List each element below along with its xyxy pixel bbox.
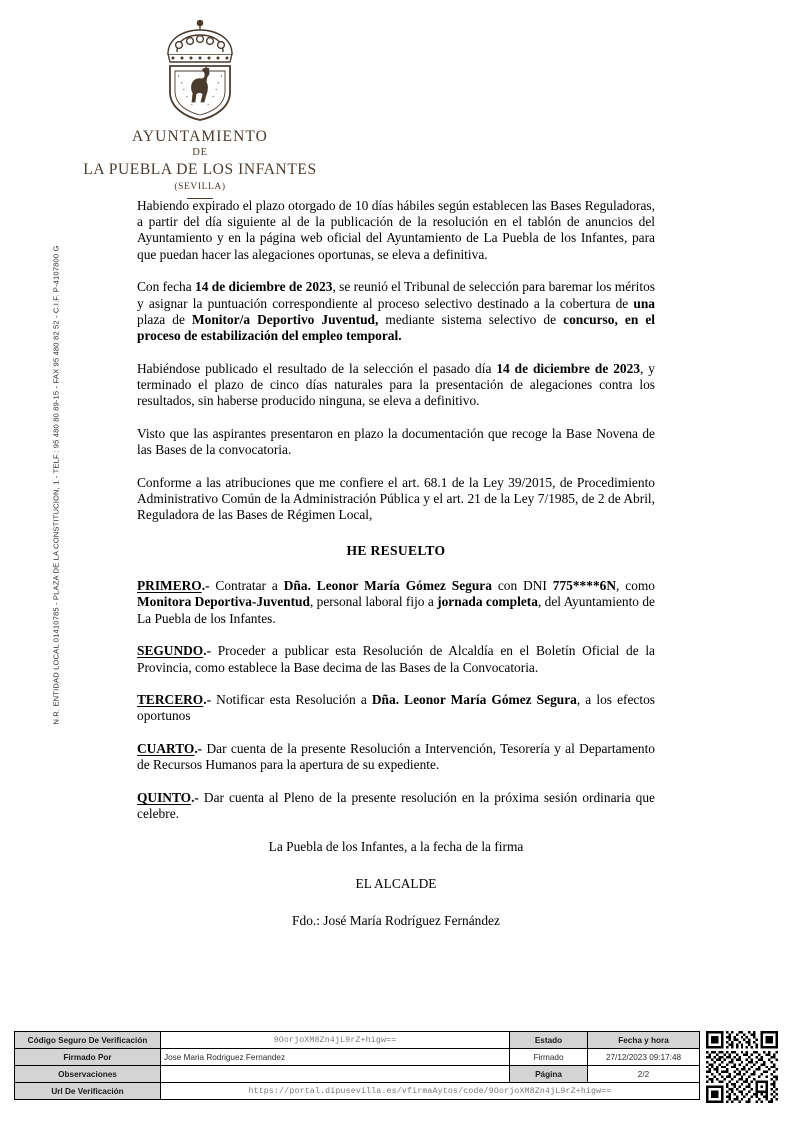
clause-tercero-dash: .- [203,692,212,708]
signature-title: EL ALCALDE [355,876,437,892]
signature-place-date: La Puebla de los Infantes, a la fecha de la firma [268,838,524,854]
letterhead-line-municipality: LA PUEBLA DE LOS INFANTES [83,160,317,178]
tercero-seg-c: , a los efectos oportunos [137,692,655,724]
clause-quinto-dash: .- [191,790,199,806]
verification-qr-code[interactable] [706,1031,778,1103]
p2-process: concurso, en el proceso de estabilización del empleo temporal. [137,311,655,343]
table-row [15,1083,700,1100]
primero-seg-g: , personal laboral fijo a [309,594,438,610]
signature-name: Fdo.: José María Rodríguez Fernández [292,913,500,929]
segundo-seg-a: Proceder a publicar esta Resolución de Alcaldía en el Boletín Oficial de la Provincia, como establece la Base decima de las Bases de la Convocatoria. [137,643,655,675]
pagina-label: Página [510,1066,588,1083]
p2-seg-c: , se reunió el Tribunal de selección para baremar los méritos y asignar la puntuación correspondiente al proceso selectivo destinado a la cobertura de [137,279,655,311]
clause-segundo [137,643,655,675]
p2-date: 14 de diciembre de 2023 [195,279,333,295]
csv-value: 9OorjoXM8Zn4jL9rZ+higw== [161,1032,510,1049]
primero-seg-e: , como [616,578,655,594]
observaciones-value [161,1066,510,1083]
paragraph-5-text: Conforme a las atribuciones que me confiere el art. 68.1 de la Ley 39/2015, de Procedimiento Administrativo Común de la Administración Pública y el art. 21 de la Ley 7/1985, de 2 de Abril, Reguladora de las Bases de Régimen Local, [137,474,655,523]
verification-table [14,1031,700,1100]
paragraph-2 [137,279,655,344]
entity-info-text: N.R. ENTIDAD LOCAL 01410785 - PLAZA DE LA CONSTITUCION, 1 - TELF.: 95 480 80 89-15 - FAX 95 480 82 52 - C.I.F. P-4107800 G [51,245,61,725]
clause-quinto [137,790,655,822]
primero-dni: 775****6N [552,578,616,594]
pagina-value: 2/2 [588,1066,700,1083]
clause-primero-label: PRIMERO [137,578,202,594]
cuarto-seg-a: Dar cuenta de la presente Resolución a Intervención, Tesorería y al Departamento de Recursos Humanos para la apertura de su expediente. [137,741,655,773]
url-label: Url De Verificación [15,1083,161,1100]
primero-role: Monitora Deportiva-Juventud [137,594,310,610]
signature-block [137,839,655,930]
primero-person: Dña. Leonor María Gómez Segura [283,578,492,594]
letterhead-line-province: (SEVILLA) [174,181,226,192]
entity-info-strip [44,240,68,730]
paragraph-5 [137,475,655,524]
quinto-seg-a: Dar cuenta al Pleno de la presente resolución en la próxima sesión ordinaria que celebre. [137,790,655,822]
paragraph-3 [137,361,655,410]
verification-footer [14,1031,779,1111]
clause-primero [137,578,655,627]
fecha-value: 27/12/2023 09:17:48 [588,1049,700,1066]
p3-seg-a: Habiéndose publicado el resultado de la selección el pasado día [137,360,497,376]
qr-code-icon [706,1031,778,1103]
tercero-seg-a: Notificar esta Resolución a [211,692,372,708]
letterhead-line-ayuntamiento: AYUNTAMIENTO [132,128,268,145]
clause-cuarto [137,741,655,773]
letterhead [0,20,400,199]
observaciones-label: Observaciones [15,1066,161,1083]
estado-value: Firmado [510,1049,588,1066]
firmado-por-value: Jose Maria Rodriguez Fernandez [161,1049,510,1066]
p2-position: Monitor/a Deportivo Juventud, [192,311,379,327]
primero-seg-a: Contratar a [209,578,284,594]
table-row [15,1032,700,1049]
clause-cuarto-label: CUARTO [137,741,195,757]
primero-seg-c: con DNI [491,578,553,594]
p2-seg-g: mediante sistema selectivo de [378,311,564,327]
signature-gap-1 [137,855,655,876]
document-body [137,198,655,930]
signature-gap-2 [137,892,655,913]
p2-una: una [633,295,655,311]
clause-segundo-dash: .- [203,643,212,659]
url-value[interactable]: https://portal.dipusevilla.es/vfirmaAytos/code/9OorjoXM8Zn4jL9rZ+higw== [161,1083,700,1100]
coat-of-arms-icon [148,20,252,122]
clause-tercero-label: TERCERO [137,692,204,708]
clause-primero-dash: .- [201,578,210,594]
paragraph-1 [137,198,655,263]
table-row [15,1066,700,1083]
p2-seg-a: Con fecha [137,279,196,295]
firmado-por-label: Firmado Por [15,1049,161,1066]
fecha-label: Fecha y hora [588,1032,700,1049]
primero-seg-i: , del Ayuntamiento de La Puebla de los Infantes. [137,594,655,626]
clause-quinto-label: QUINTO [137,790,192,806]
table-row [15,1049,700,1066]
clause-segundo-label: SEGUNDO [137,643,204,659]
paragraph-1-text: Habiendo expirado el plazo otorgado de 10 días hábiles según establecen las Bases Reguladoras, a partir del día siguiente al de la publicación de la resolución en el tablón de anuncios del Ayuntamiento y en la página web oficial del Ayuntamiento de La Puebla de los Infantes, para que puedan hacer las alegaciones oportunas, se eleva a definitiva. [137,198,655,262]
estado-label: Estado [510,1032,588,1049]
csv-label: Código Seguro De Verificación [15,1032,161,1049]
p3-date: 14 de diciembre de 2023 [496,360,641,376]
resolution-heading: HE RESUELTO [346,543,446,559]
paragraph-4 [137,426,655,458]
letterhead-line-de: DE [192,147,208,159]
clause-tercero [137,692,655,724]
p3-seg-c: , y terminado el plazo de cinco días naturales para la presentación de alegaciones contra los resultados, sin haberse producido ninguna, se eleva a definitivo. [137,360,655,409]
p2-seg-e: plaza de [137,311,193,327]
clause-cuarto-dash: .- [194,741,203,757]
primero-schedule: jornada completa [437,594,538,610]
paragraph-4-text: Visto que las aspirantes presentaron en plazo la documentación que recoge la Base Novena de las Bases de la convocatoria. [137,425,655,457]
tercero-person: Dña. Leonor María Gómez Segura [371,692,577,708]
